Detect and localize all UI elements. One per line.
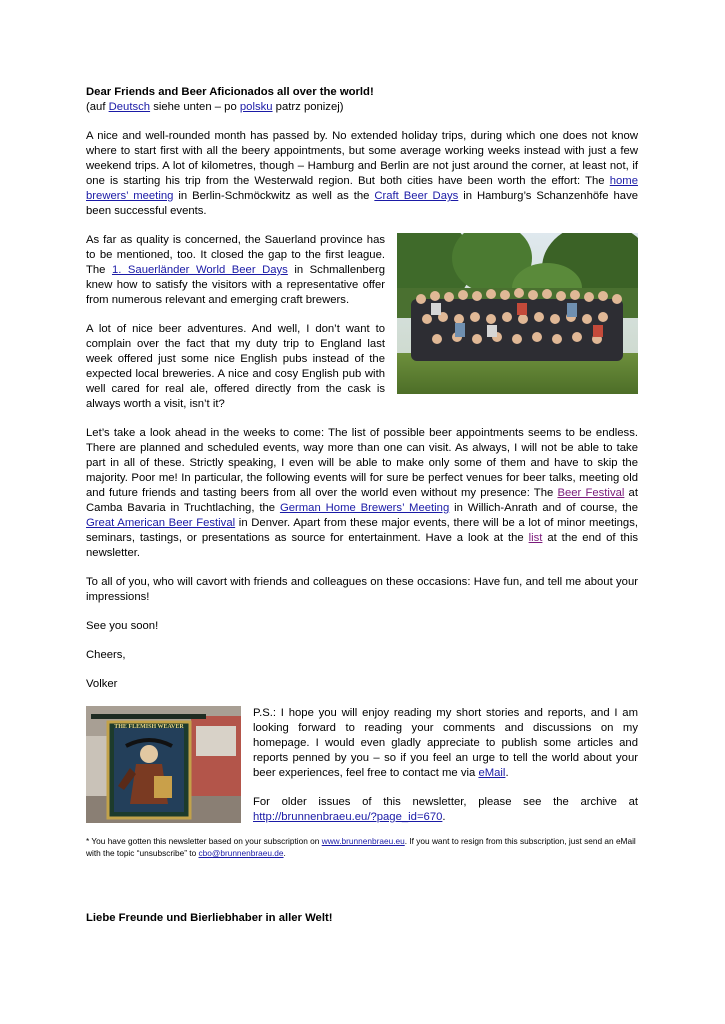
intro-paragraph <box>86 129 638 219</box>
archive-text: For older issues of this newsletter, please see the archive at <box>253 796 638 808</box>
signature: Volker <box>86 678 118 690</box>
footnote-text-3: . <box>283 848 286 858</box>
para2-text-1: As far as quality is concerned, the Sauerland province has to be mentioned, too. It closed the gap to the first league. The <box>86 234 385 276</box>
archive-end: . <box>442 811 446 823</box>
group-photo-image <box>397 233 638 394</box>
group-photo <box>397 233 638 394</box>
newsletter-body <box>86 85 638 926</box>
england-paragraph: A lot of nice beer adventures. And well, I don’t want to complain over the fact that my duty trip to England last week offered just some nice English pubs instead of the expected local breweries. A nice and cosy English pub with well cared for real ale, offered directly from the cask is always worth a visit, isn’t it? <box>86 323 385 410</box>
language-prefix: (auf <box>86 101 109 113</box>
para4-text-4: in Denver. Apart from these major events, there will be a lot of minor meetings, seminars, tastings, or presentations as source for entertainment. Have a look at the <box>86 517 639 544</box>
beer-festival-link[interactable]: Beer Festival <box>557 487 625 499</box>
ps-text-2: . <box>505 767 509 779</box>
sauerlander-world-beer-days-link[interactable]: 1. Sauerländer World Beer Days <box>111 264 288 276</box>
para1-text-2: in Berlin-Schmöckwitz as well as the <box>173 190 375 202</box>
pub-sign-text: THE FLEMISH WEAVER <box>114 724 184 730</box>
pub-sign-image <box>86 706 241 823</box>
language-middle: siehe unten – po <box>150 101 240 113</box>
email-link[interactable]: eMail <box>478 767 506 779</box>
para1-text-3: in Hamburg’s Schanzenhöfe have been successful events. <box>86 190 638 217</box>
great-american-beer-festival-link[interactable]: Great American Beer Festival <box>86 517 236 529</box>
archive-link[interactable]: http://brunnenbraeu.eu/?page_id=670 <box>253 811 443 823</box>
have-fun-paragraph: To all of you, who will cavort with friends and colleagues on these occasions: Have fun, and tell me about your impressions! <box>86 576 638 603</box>
cheers: Cheers, <box>86 649 126 661</box>
para4-text-1: Let’s take a look ahead in the weeks to come: The list of possible beer appointments seems to be endless. There are planned and scheduled events, way more than one can visit. As always, I will not be able to take part in all of these. Strictly speaking, I even will be able to make only some of them and have to skip the majority. Poor me! In particular, the following events will for sure be perfect venues for beer talks, meeting old and future friends and tasting beers from all over the world even without my presence: The <box>86 427 638 499</box>
deutsch-link[interactable]: Deutsch <box>108 101 151 113</box>
footnote-text-2: . If you want to resign from this subscription, just send an eMail with the topic “unsubscribe” to <box>86 836 636 858</box>
para4-text-2: at Camba Bavaria in Truchtlaching, the <box>86 487 638 514</box>
para2-text-2: in Schmallenberg knew how to satisfy the visitors with a representative offer from numerous relevant and emerging craft brewers. <box>86 264 385 306</box>
see-you-soon: See you soon! <box>86 620 159 632</box>
german-greeting-heading: Liebe Freunde und Bierliebhaber in aller Welt! <box>86 912 333 924</box>
home-brewers-meeting-link[interactable]: home brewers’ meeting <box>86 175 638 202</box>
para4-text-5: at the end of this newsletter. <box>86 532 638 559</box>
subscription-site-link[interactable]: www.brunnenbraeu.eu <box>321 836 405 846</box>
para1-text-1: A nice and well-rounded month has passed by. No extended holiday trips, during which one does not know where to start first with all the beery appointments, but some average working weeks instead with just a few weekend trips. A lot of kilometres, though – Hamburg and Berlin are not just around the corner, at least not, if one is starting his trip from the Westerwald region. But both cities have been worth the effort: The <box>86 130 638 187</box>
language-suffix: patrz ponizej) <box>272 101 344 113</box>
ps-text-1: P.S.: I hope you will enjoy reading my short stories and reports, and I am looking forward to reading your comments and discussions on my homepage. I would even gladly appreciate to publish some articles and reports penned by you – so if you feel an urge to tell the world about your beer experiences, feel free to contact me via <box>253 707 638 779</box>
language-line <box>86 100 638 115</box>
list-link[interactable]: list <box>528 532 543 544</box>
footnote-text-1: * You have gotten this newsletter based on your subscription on <box>86 836 322 846</box>
polsku-link[interactable]: polsku <box>239 101 273 113</box>
german-home-brewers-meeting-link[interactable]: German Home Brewers’ Meeting <box>279 502 450 514</box>
outlook-paragraph <box>86 426 638 561</box>
greeting-heading: Dear Friends and Beer Aficionados all over the world! <box>86 86 374 98</box>
para4-text-3: in Willich-Anrath and of course, the <box>449 502 638 514</box>
craft-beer-days-link[interactable]: Craft Beer Days <box>374 190 459 202</box>
unsubscribe-email-link[interactable]: cbo@brunnenbraeu.de <box>198 848 284 858</box>
subscription-footnote <box>86 835 638 859</box>
